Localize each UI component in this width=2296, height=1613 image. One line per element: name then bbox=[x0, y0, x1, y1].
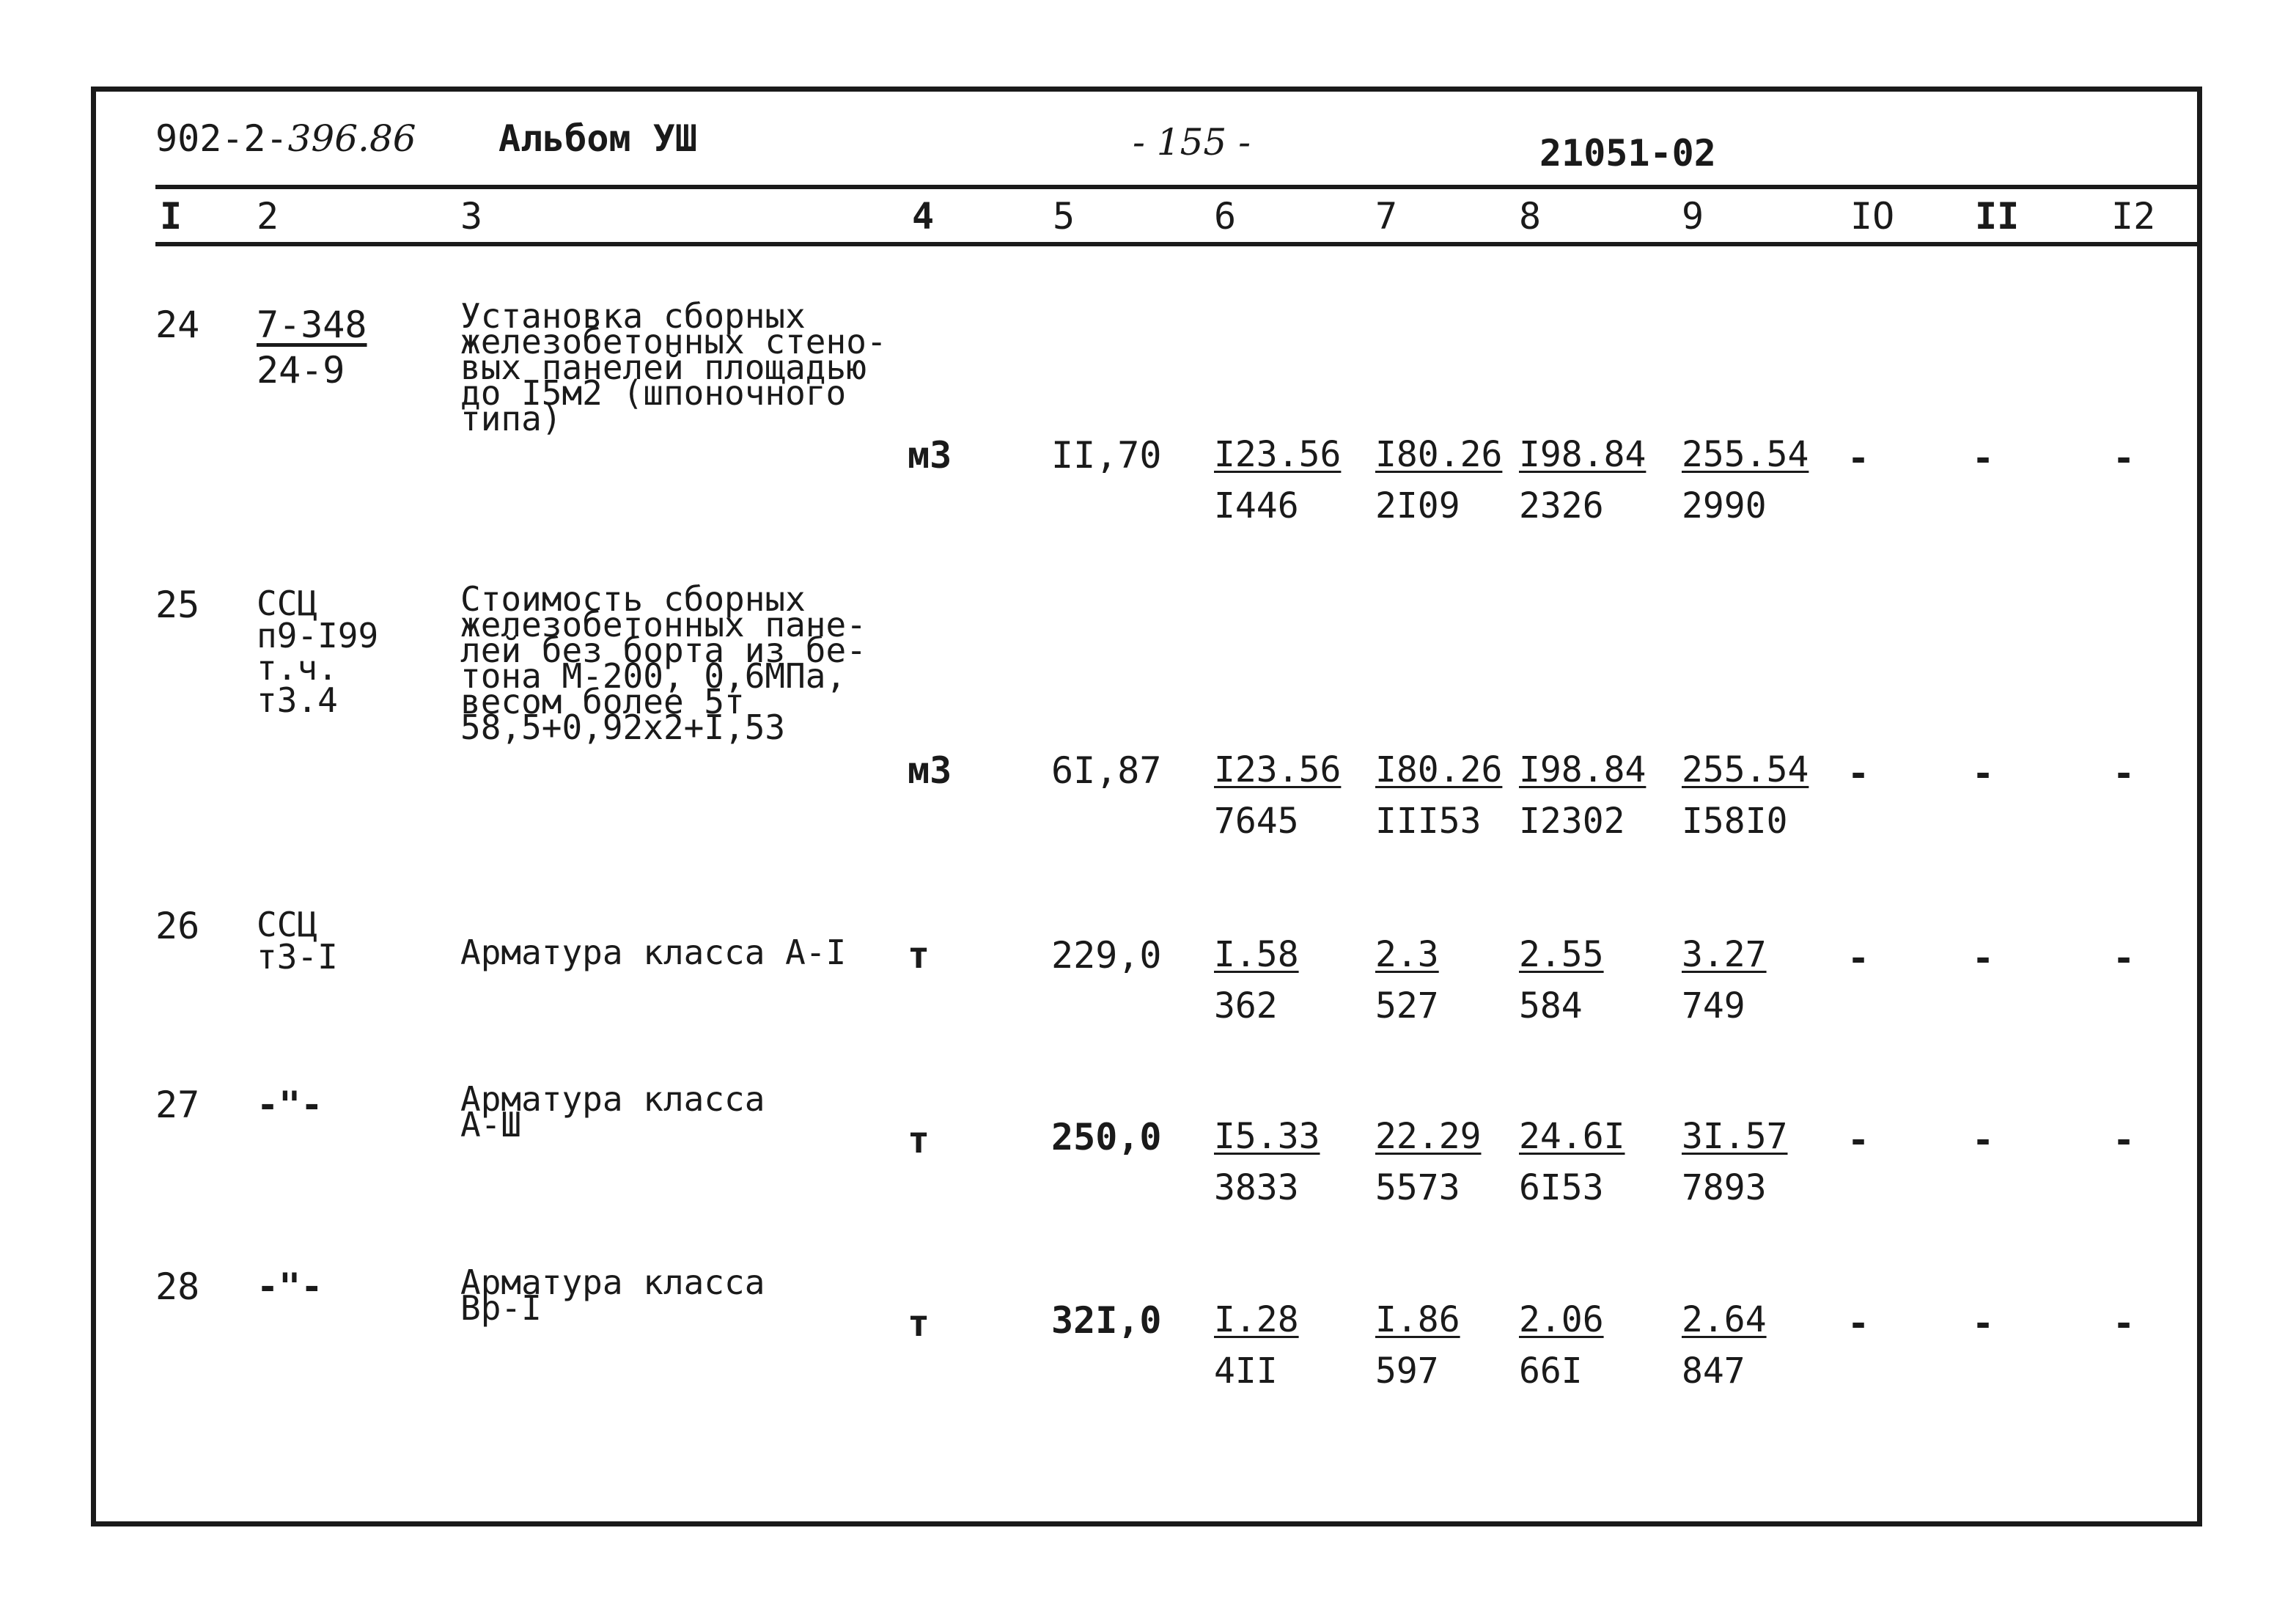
price-col-6: I.28 4II bbox=[1214, 1299, 1299, 1392]
price-col-9: 3I.57 7893 bbox=[1682, 1116, 1788, 1208]
row-number: 24 bbox=[155, 304, 200, 346]
column-header-4: 4 bbox=[912, 195, 935, 238]
price-col-7: I80.26 III53 bbox=[1375, 749, 1503, 842]
col-10-dash: - bbox=[1847, 937, 1870, 980]
column-header-9: 9 bbox=[1682, 195, 1704, 238]
column-header-12: I2 bbox=[2111, 195, 2156, 238]
album-label: Альбом УШ bbox=[498, 117, 697, 160]
price-col-9: 255.54 2990 bbox=[1682, 434, 1809, 526]
price-col-7: 22.29 5573 bbox=[1375, 1116, 1482, 1208]
norm-reference: -"- bbox=[257, 1265, 323, 1308]
norm-reference: -"- bbox=[257, 1084, 323, 1126]
row-number: 25 bbox=[155, 584, 200, 626]
col-12-dash: - bbox=[2113, 1119, 2135, 1161]
price-col-6: I5.33 3833 bbox=[1214, 1116, 1320, 1208]
quantity: 6I,87 bbox=[1051, 749, 1162, 792]
norm-reference: 7-348 bbox=[257, 304, 367, 346]
work-description: Арматура класса Вр-I bbox=[460, 1263, 765, 1328]
col-12-dash: - bbox=[2113, 437, 2135, 480]
quantity: 229,0 bbox=[1051, 934, 1162, 977]
price-col-8: 2.55 584 bbox=[1519, 934, 1604, 1026]
work-description: Стоимость сборных железобетонных пане- лей без борта из бе- тона М-200, 0,6МПа, весом более 5т 58,5+0,92х2+I,53 bbox=[460, 579, 866, 747]
column-header-3: 3 bbox=[460, 195, 483, 238]
header-rule-top bbox=[155, 185, 2202, 189]
col-11-dash: - bbox=[1972, 1119, 1995, 1161]
quantity: 32I,0 bbox=[1051, 1299, 1162, 1342]
price-col-7: I80.26 2I09 bbox=[1375, 434, 1503, 526]
norm-reference-sub: 24-9 bbox=[257, 349, 345, 392]
col-11-dash: - bbox=[1972, 937, 1995, 980]
norm-reference-sub: т.ч. bbox=[257, 648, 338, 688]
row-number: 28 bbox=[155, 1265, 200, 1308]
row-number: 27 bbox=[155, 1084, 200, 1126]
price-col-6: I.58 362 bbox=[1214, 934, 1299, 1026]
price-col-7: 2.3 527 bbox=[1375, 934, 1439, 1026]
document-stamp: 21051-02 bbox=[1539, 132, 1716, 174]
price-col-8: I98.84 2326 bbox=[1519, 434, 1646, 526]
column-header-6: 6 bbox=[1214, 195, 1237, 238]
col-11-dash: - bbox=[1972, 437, 1995, 480]
unit: т bbox=[908, 934, 930, 977]
work-description: Установка сборных железобетонных стено- вых панелей площадью до I5м2 (шпоночного типа) bbox=[460, 296, 887, 438]
col-10-dash: - bbox=[1847, 1119, 1870, 1161]
document-code bbox=[155, 117, 416, 160]
col-12-dash: - bbox=[2113, 752, 2135, 795]
price-col-7: I.86 597 bbox=[1375, 1299, 1460, 1392]
row-number: 26 bbox=[155, 905, 200, 947]
norm-reference-sub: п9-I99 bbox=[257, 616, 379, 655]
price-col-8: I98.84 I2302 bbox=[1519, 749, 1646, 842]
norm-reference: ССЦ bbox=[257, 905, 318, 944]
column-header-11: II bbox=[1975, 195, 2020, 238]
norm-reference: ССЦ bbox=[257, 584, 318, 623]
unit: т bbox=[908, 1302, 930, 1345]
column-header-2: 2 bbox=[257, 195, 279, 238]
price-col-6: I23.56 I446 bbox=[1214, 434, 1342, 526]
col-12-dash: - bbox=[2113, 1302, 2135, 1345]
column-header-5: 5 bbox=[1053, 195, 1075, 238]
unit: м3 bbox=[908, 749, 952, 792]
norm-reference-sub: т3-I bbox=[257, 937, 338, 977]
unit: м3 bbox=[908, 434, 952, 477]
quantity: II,70 bbox=[1051, 434, 1162, 477]
col-12-dash: - bbox=[2113, 937, 2135, 980]
col-11-dash: - bbox=[1972, 1302, 1995, 1345]
col-10-dash: - bbox=[1847, 752, 1870, 795]
work-description: Арматура класса А-I bbox=[460, 933, 847, 972]
unit: т bbox=[908, 1119, 930, 1161]
document-code-prefix: 902-2- bbox=[155, 117, 288, 160]
page-number: - 155 - bbox=[1133, 121, 1251, 163]
price-col-6: I23.56 7645 bbox=[1214, 749, 1342, 842]
price-col-8: 24.6I 6I53 bbox=[1519, 1116, 1625, 1208]
quantity: 250,0 bbox=[1051, 1116, 1162, 1158]
col-10-dash: - bbox=[1847, 1302, 1870, 1345]
price-col-9: 255.54 I58I0 bbox=[1682, 749, 1809, 842]
work-description: Арматура класса А-Ш bbox=[460, 1079, 765, 1144]
column-header-1: I bbox=[160, 195, 183, 238]
column-header-10: IO bbox=[1850, 195, 1895, 238]
price-col-9: 2.64 847 bbox=[1682, 1299, 1767, 1392]
column-header-7: 7 bbox=[1375, 195, 1398, 238]
col-11-dash: - bbox=[1972, 752, 1995, 795]
price-col-8: 2.06 66I bbox=[1519, 1299, 1604, 1392]
document-code-handwritten: 396.86 bbox=[287, 117, 416, 160]
column-header-8: 8 bbox=[1519, 195, 1542, 238]
price-col-9: 3.27 749 bbox=[1682, 934, 1767, 1026]
header-rule-bottom bbox=[155, 242, 2202, 246]
col-10-dash: - bbox=[1847, 437, 1870, 480]
norm-reference-sub: т3.4 bbox=[257, 680, 338, 720]
